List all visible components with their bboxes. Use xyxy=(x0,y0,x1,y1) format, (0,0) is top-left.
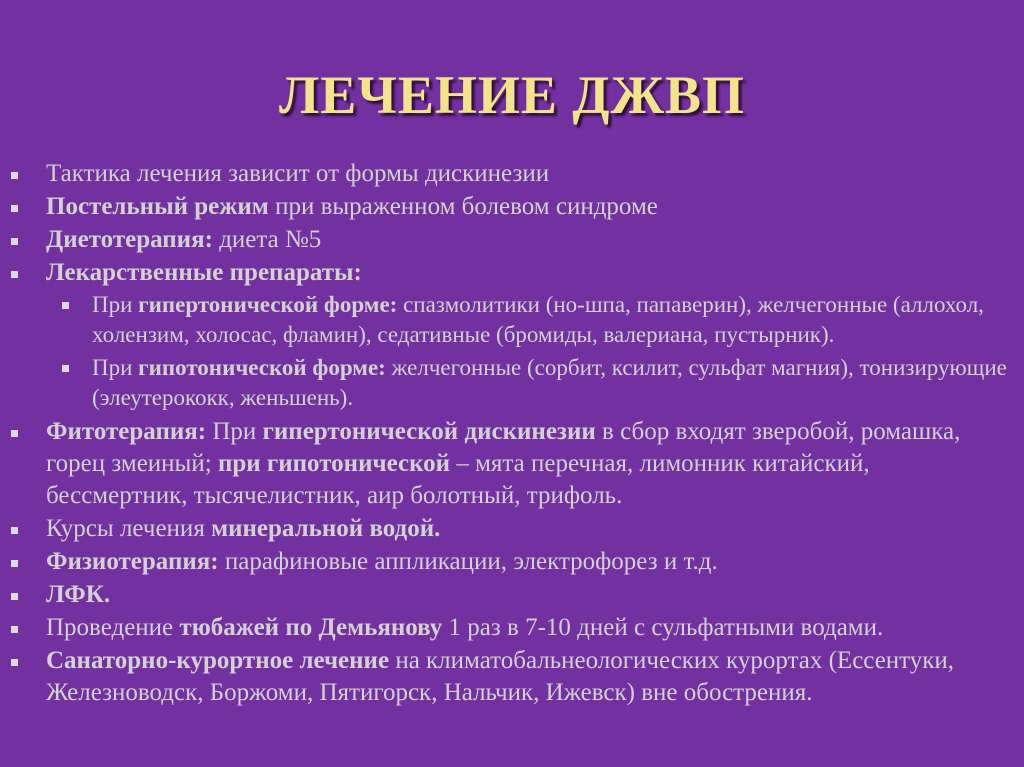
text: При xyxy=(92,292,139,317)
bold-text: при гипотонической xyxy=(217,450,451,477)
square-bullet-icon xyxy=(11,238,18,245)
list-item xyxy=(0,158,1024,190)
bold-text: Диетотерапия: xyxy=(46,226,213,253)
bold-text: гипотонической форме: xyxy=(138,355,386,380)
bold-text: гипертонической форме: xyxy=(138,292,398,317)
text: 1 раз в 7-10 дней с сульфатными водами. xyxy=(442,614,884,641)
list-item xyxy=(0,546,1024,578)
square-bullet-icon xyxy=(11,626,18,633)
square-bullet-icon xyxy=(62,302,69,309)
text: парафиновые аппликации, электрофорез и т.д. xyxy=(218,548,718,575)
text: Тактика лечения зависит от формы дискинезии xyxy=(46,160,550,187)
square-bullet-icon xyxy=(11,527,18,534)
text: – мята перечная, лимонник китайский, бессмертник, тысячелистник, аир болотный, трифоль. xyxy=(46,450,870,509)
bold-text: Фитотерапия: xyxy=(46,418,207,445)
square-bullet-icon xyxy=(11,659,18,666)
square-bullet-icon xyxy=(11,430,18,437)
list-item xyxy=(0,191,1024,223)
bold-text: Лекарственные препараты: xyxy=(46,259,362,286)
sub-list-item xyxy=(0,290,1024,350)
square-bullet-icon xyxy=(11,271,18,278)
text: в сбор входят зверобой, ромашка, горец змеиный; xyxy=(46,418,961,477)
list-item xyxy=(0,513,1024,545)
list-item xyxy=(0,224,1024,256)
slide-title: ЛЕЧЕНИЕ ДЖВП xyxy=(279,65,745,125)
bold-text: Физиотерапия: xyxy=(46,548,219,575)
bold-text: гипертонической дискинезии xyxy=(262,418,596,445)
bold-text: тюбажей по Демьянову xyxy=(179,614,443,641)
square-bullet-icon xyxy=(11,560,18,567)
text: желчегонные (сорбит, ксилит, сульфат магния), тонизирующие (элеутерококк, женьшень). xyxy=(92,355,1007,410)
square-bullet-icon xyxy=(11,593,18,600)
sub-list-item xyxy=(0,353,1024,413)
bold-text: Санаторно-курортное лечение xyxy=(46,647,390,674)
list-item xyxy=(0,612,1024,644)
list-item xyxy=(0,579,1024,611)
text: При xyxy=(206,418,263,445)
text: При xyxy=(92,355,139,380)
text: спазмолитики (но-шпа, папаверин), желчегонные (аллохол, холензим, холосас, фламин), седативные (бромиды, валериана, пустырник). xyxy=(92,292,984,347)
text: Проведение xyxy=(46,614,180,641)
list-item xyxy=(0,645,1024,709)
bold-text: ЛФК. xyxy=(46,581,111,608)
text: Курсы лечения xyxy=(46,515,212,542)
text: при выраженном болевом синдроме xyxy=(268,193,658,220)
square-bullet-icon xyxy=(62,365,69,372)
text: на климатобальнеологических курортах (Ессентуки, Железноводск, Боржоми, Пятигорск, Нальчик, Ижевск) вне обострения. xyxy=(46,647,955,706)
list-item xyxy=(0,416,1024,512)
square-bullet-icon xyxy=(11,205,18,212)
square-bullet-icon xyxy=(11,172,18,179)
bold-text: Постельный режим xyxy=(46,193,269,220)
bold-text: минеральной водой. xyxy=(211,515,441,542)
text: диета №5 xyxy=(212,226,322,253)
list-item xyxy=(0,257,1024,289)
bullet-list xyxy=(0,158,1024,710)
